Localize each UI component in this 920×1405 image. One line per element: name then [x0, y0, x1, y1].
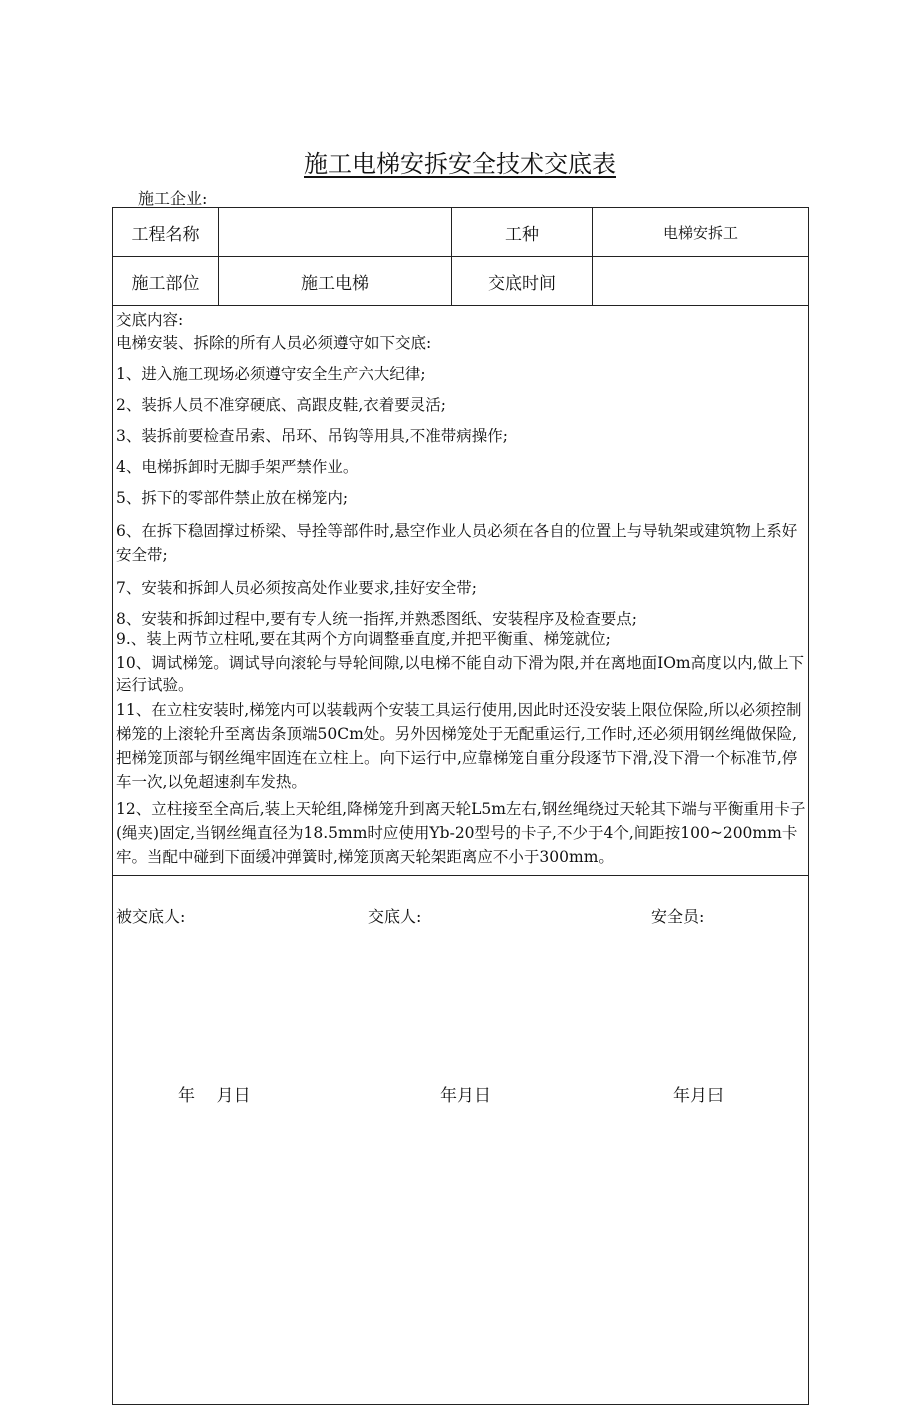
list-item: 4、电梯拆卸时无脚手架严禁作业。 [116, 458, 359, 476]
presenter-label: 交底人: [368, 907, 422, 926]
list-item: 2、装拆人员不准穿硬底、高跟皮鞋,衣着要灵活; [116, 396, 447, 414]
list-item: 6、在拆下稳固撑过桥梁、导拴等部件时,悬空作业人员必须在各自的位置上与导轨架或建筑物上系好安全带; [116, 522, 798, 564]
table-row [113, 257, 809, 306]
disclosure-table [112, 207, 809, 1405]
location-label: 施工部位 [113, 257, 219, 306]
recipient-label: 被交底人: [116, 907, 186, 926]
content-heading: 交底内容: [116, 311, 184, 329]
safety-officer-label: 安全员: [651, 907, 705, 926]
list-item: 11、在立柱安装时,梯笼内可以装载两个安装工具运行使用,因此时还没安装上限位保险,所以必须控制梯笼的上滚轮升至离齿条顶端50Cm处。另外因梯笼处于无配重运行,工作时,还必须用钢丝绳做保险,把梯笼顶部与钢丝绳牢固连在立柱上。向下运行中,应靠梯笼自重分段逐节下滑,没下滑一个标准节,停车一次,以免超速刹车发热。 [116, 701, 802, 791]
time-value [593, 257, 809, 306]
document-title: 施工电梯安拆安全技术交底表 [304, 150, 616, 178]
location-value: 施工电梯 [219, 257, 452, 306]
company-label: 施工企业: [138, 189, 208, 208]
table-row [113, 208, 809, 257]
work-type-value: 电梯安拆工 [593, 208, 809, 257]
list-item: 1、进入施工现场必须遵守安全生产六大纪律; [116, 365, 426, 383]
list-item: 5、拆下的零部件禁止放在梯笼内; [116, 489, 349, 507]
content-intro: 电梯安装、拆除的所有人员必须遵守如下交底: [116, 334, 432, 352]
signature-cell [113, 876, 809, 1405]
table-row [113, 306, 809, 876]
list-item: 10、调试梯笼。调试导向滚轮与导轮间隙,以电梯不能自动下滑为限,并在离地面IOm高度以内,做上下运行试验。 [116, 654, 805, 694]
date-safety-officer: 年月曰 [673, 1086, 724, 1106]
disclosure-content [116, 310, 806, 869]
list-item: 9.、装上两节立柱吼,要在其两个方向调整垂直度,并把平衡重、梯笼就位; [116, 630, 611, 648]
list-item: 7、安装和拆卸人员必须按高处作业要求,挂好安全带; [116, 579, 478, 597]
project-name-value [219, 208, 452, 257]
list-item: 12、立柱接至全高后,装上天轮组,降梯笼升到离天轮L5m左右,钢丝绳绕过天轮其下端与平衡重用卡子(绳夹)固定,当钢丝绳直径为18.5mm时应使用Yb-20型号的卡子,不少于4个,间距按100~200mm卡牢。当配中碰到下面缓冲弹簧时,梯笼顶离天轮架距离应不小于300mm。 [116, 800, 806, 866]
work-type-label: 工种 [452, 208, 593, 257]
list-item: 8、安装和拆卸过程中,要有专人统一指挥,并熟悉图纸、安装程序及检查要点; [116, 610, 637, 628]
date-recipient: 年 月日 [178, 1086, 251, 1106]
date-presenter: 年月日 [440, 1086, 491, 1106]
list-item: 3、装拆前要检查吊索、吊环、吊钩等用具,不准带病操作; [116, 427, 509, 445]
time-label: 交底时间 [452, 257, 593, 306]
table-row [113, 876, 809, 1405]
content-cell [113, 306, 809, 876]
project-name-label: 工程名称 [113, 208, 219, 257]
